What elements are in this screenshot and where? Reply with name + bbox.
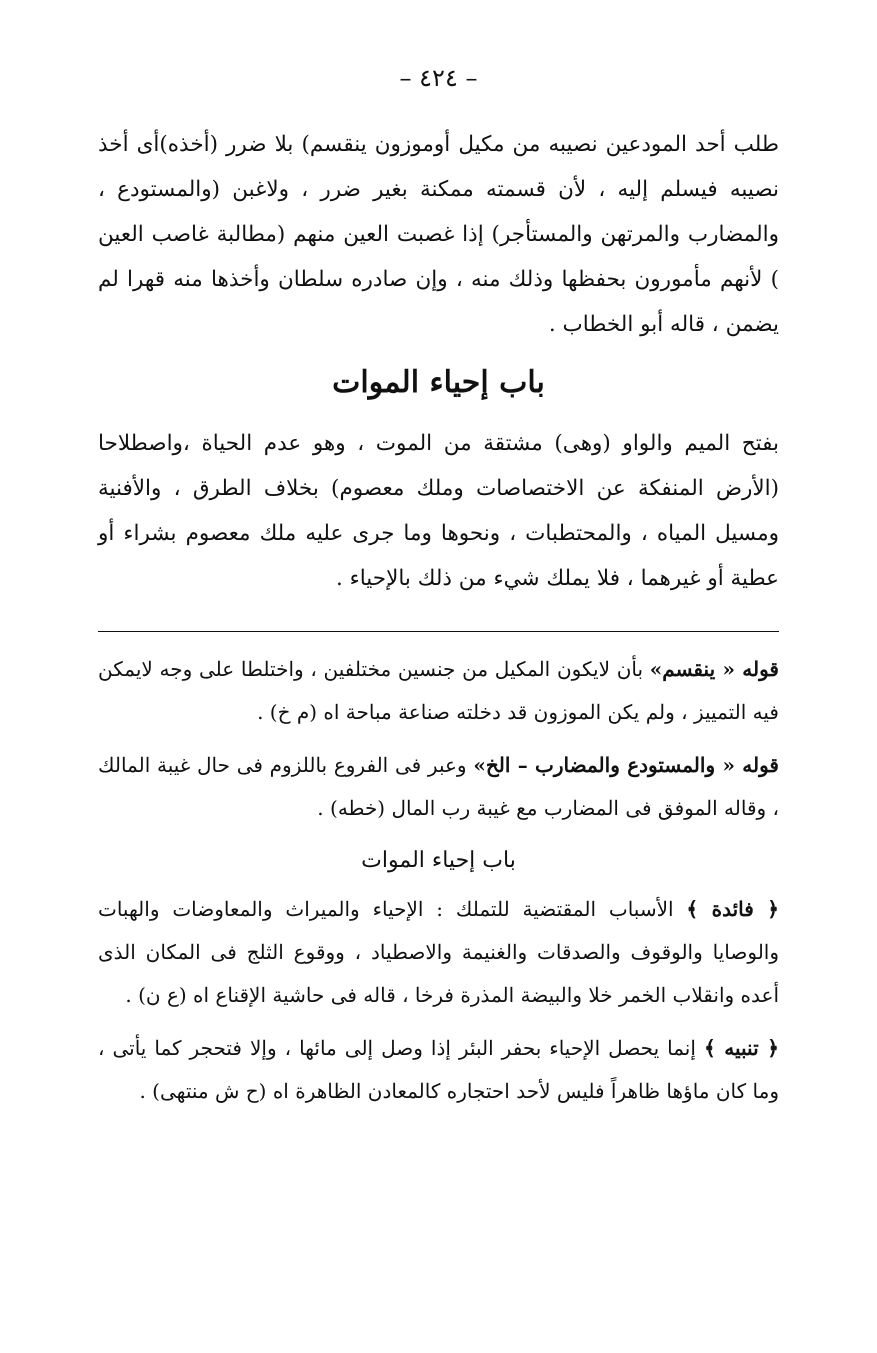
footnote-4 [98,1027,779,1113]
footnote-2-lead: قوله « والمستودع والمضارب – الخ» [473,753,779,777]
footnote-1-text: بأن لايكون المكيل من جنسين مختلفين ، واختلطا على وجه لايمكن فيه التمييز ، ولم يكن الموزون قد دخلته صناعة مباحة اه (م خ) . [98,657,779,724]
footnote-1 [98,648,779,734]
footnote-separator [98,631,779,632]
footnote-3-lead: ﴿ فائدة ﴾ [686,897,779,921]
main-paragraph-2: بفتح الميم والواو (وهى) مشتقة من الموت ، وهو عدم الحياة ،واصطلاحا (الأرض المنفكة عن الاختصاصات وملك معصوم) بخلاف الطرق ، والأفنية ومسيل المياه ، والمحتطبات ، ونحوها وما جرى عليه ملك معصوم بشراء أو عطية أو غيرهما ، فلا يملك شيء من ذلك بالإحياء . [98,431,779,591]
footnote-4-text: إنما يحصل الإحياء بحفر البئر إذا وصل إلى مائها ، وإلا فتحجر كما يأتى ، وما كان ماؤها ظاهراً فليس لأحد احتجاره كالمعادن الظاهرة اه (ح ش منتهى) . [98,1036,779,1103]
footnote-1-lead: قوله « ينقسم» [649,657,779,681]
footnote-section-heading: باب إحياء الموات [361,848,516,873]
footnote-4-lead: ﴿ تنبيه ﴾ [703,1036,779,1060]
footnote-2-text: وعبر فى الفروع باللزوم فى حال غيبة المالك ، وقاله الموفق فى المضارب مع غيبة رب المال (خطه) . [98,753,779,820]
footnote-3 [98,888,779,1017]
footnote-3-text: الأسباب المقتضية للتملك : الإحياء والميراث والمعاوضات والهبات والوصايا والوقوف والصدقات والغنيمة والاصطياد ، ووقوع الثلج فى المكان الذى أعده وانقلاب الخمر خلا والبيضة المذرة فرخا ، قاله فى حاشية الإقناع اه (ع ن) . [98,897,779,1007]
page-number: – ٤٢٤ – [399,64,478,92]
footnote-2 [98,744,779,830]
section-heading: باب إحياء الموات [332,365,545,400]
main-paragraph-1: طلب أحد المودعين نصيبه من مكيل أوموزون ينقسم) بلا ضرر (أخذه)أى أخذ نصيبه فيسلم إليه ، لأن قسمته ممكنة بغير ضرر ، ولاغبن (والمستودع ، والمضارب والمرتهن والمستأجر) إذا غصبت العين منهم (مطالبة غاصب العين ) لأنهم مأمورون بحفظها وذلك منه ، وإن صادره سلطان وأخذها منه قهرا لم يضمن ، قاله أبو الخطاب . [98,132,779,337]
